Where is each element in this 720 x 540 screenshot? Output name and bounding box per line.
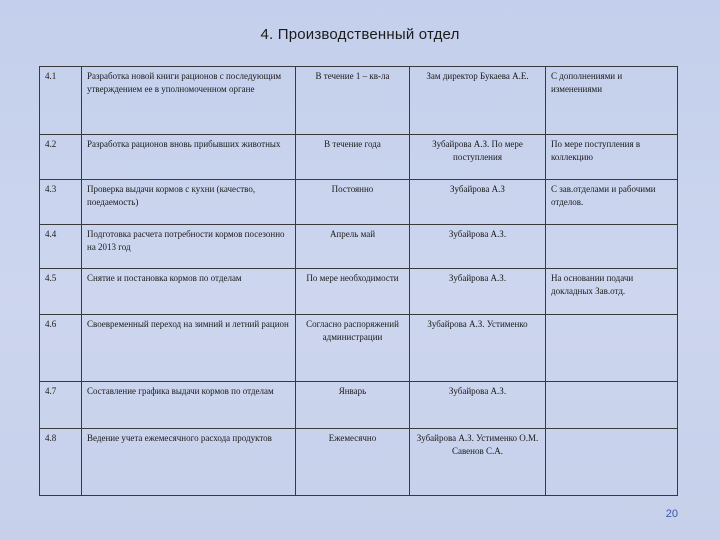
term-cell: Апрель май [296,225,410,269]
page-title: 4. Производственный отдел [260,26,460,43]
responsible-cell: Зубайрова А.З. По мере поступления [410,135,546,180]
table-row [40,135,678,180]
note-cell [546,315,678,382]
task-cell: Подготовка расчета потребности кормов посезонно на 2013 год [82,225,296,269]
table-row [40,225,678,269]
note-cell: С дополнениями и изменениями [546,67,678,135]
task-cell: Ведение учета ежемесячного расхода продуктов [82,429,296,496]
task-cell: Своевременный переход на зимний и летний рацион [82,315,296,382]
table-row [40,269,678,315]
responsible-cell: Зубайрова А.З. [410,382,546,429]
term-cell: В течение 1 – кв-ла [296,67,410,135]
page-number: 20 [665,508,678,520]
task-cell: Снятие и постановка кормов по отделам [82,269,296,315]
note-cell [546,429,678,496]
task-cell: Проверка выдачи кормов с кухни (качество, поедаемость) [82,180,296,225]
row-number: 4.6 [40,315,82,382]
table-row [40,429,678,496]
table-row [40,67,678,135]
term-cell: По мере необходимости [296,269,410,315]
term-cell: Согласно распоряжений администрации [296,315,410,382]
row-number: 4.8 [40,429,82,496]
row-number: 4.5 [40,269,82,315]
task-cell: Разработка новой книги рационов с последующим утверждением ее в уполномоченном органе [82,67,296,135]
term-cell: Январь [296,382,410,429]
responsible-cell: Зубайрова А.З. Устименко [410,315,546,382]
responsible-cell: Зубайрова А.З. Устименко О.М. Савенов С.А. [410,429,546,496]
note-cell: С зав.отделами и рабочими отделов. [546,180,678,225]
note-cell: На основании подачи докладных Зав.отд. [546,269,678,315]
task-cell: Составление графика выдачи кормов по отделам [82,382,296,429]
term-cell: Ежемесячно [296,429,410,496]
note-cell [546,382,678,429]
responsible-cell: Зубайрова А.З. [410,225,546,269]
note-cell: По мере поступления в коллекцию [546,135,678,180]
row-number: 4.1 [40,67,82,135]
row-number: 4.7 [40,382,82,429]
term-cell: В течение года [296,135,410,180]
note-cell [546,225,678,269]
task-cell: Разработка рационов вновь прибывших животных [82,135,296,180]
table-row [40,180,678,225]
responsible-cell: Зубайрова А.З [410,180,546,225]
row-number: 4.3 [40,180,82,225]
row-number: 4.4 [40,225,82,269]
row-number: 4.2 [40,135,82,180]
plan-table [39,66,678,496]
term-cell: Постоянно [296,180,410,225]
responsible-cell: Зубайрова А.З. [410,269,546,315]
table-row [40,382,678,429]
responsible-cell: Зам директор Букаева А.Е. [410,67,546,135]
table-row [40,315,678,382]
